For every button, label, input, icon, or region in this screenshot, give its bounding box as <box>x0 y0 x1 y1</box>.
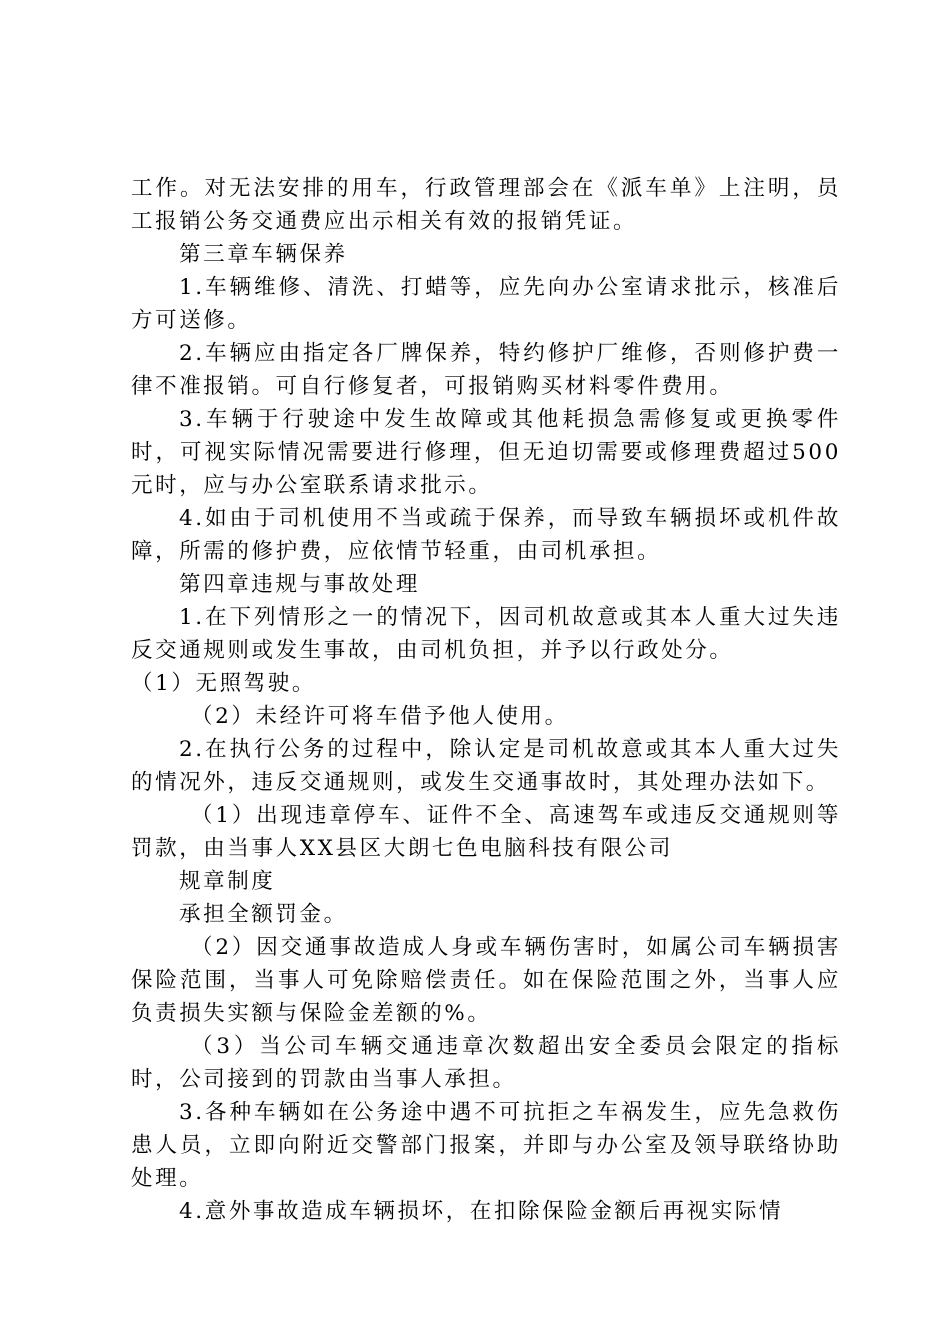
paragraph-item: 2.车辆应由指定各厂牌保养，特约修护厂维修，否则修护费一律不准报销。可自行修复者，可报销购买材料零件费用。 <box>131 341 841 399</box>
paragraph-item: 1.车辆维修、清洗、打蜡等，应先向办公室请求批示，核准后方可送修。 <box>131 275 841 333</box>
paragraph-item: 2.在执行公务的过程中，除认定是司机故意或其本人重大过失的情况外，违反交通规则，或发生交通事故时，其处理办法如下。 <box>131 737 841 795</box>
paragraph-item: 1.在下列情形之一的情况下，因司机故意或其本人重大过失违反交通规则或发生事故，由司机负担，并予以行政处分。 <box>131 605 841 663</box>
chapter-heading-3: 第三章车辆保养 <box>179 242 348 267</box>
sub-item: （1）出现违章停车、证件不全、高速驾车或违反交通规则等罚款，由当事人XX县区大朗七色电脑科技有限公司 <box>131 803 841 861</box>
paragraph-item: 4.如由于司机使用不当或疏于保养，而导致车辆损坏或机件故障，所需的修护费，应依情节轻重，由司机承担。 <box>131 506 841 564</box>
paragraph-continuation: 工作。对无法安排的用车，行政管理部会在《派车单》上注明，员工报销公务交通费应出示相关有效的报销凭证。 <box>131 176 841 234</box>
sub-item: （2）未经许可将车借予他人使用。 <box>191 704 569 729</box>
paragraph-item: 3.车辆于行驶途中发生故障或其他耗损急需修复或更换零件时，可视实际情况需要进行修理，但无迫切需要或修理费超过500元时，应与办公室联系请求批示。 <box>131 407 841 498</box>
sub-item: （2）因交通事故造成人身或车辆伤害时，如属公司车辆损害保险范围，当事人可免除赔偿责任。如在保险范围之外，当事人应负责损失实额与保险金差额的%。 <box>131 935 841 1026</box>
sub-item: （3）当公司车辆交通违章次数超出安全委员会限定的指标时，公司接到的罚款由当事人承担。 <box>131 1034 841 1092</box>
sub-item: （1）无照驾驶。 <box>131 671 316 696</box>
paragraph-item: 3.各种车辆如在公务途中遇不可抗拒之车祸发生，应先急救伤患人员，立即向附近交警部门报案，并即与办公室及领导联络协助处理。 <box>131 1100 841 1191</box>
chapter-heading-4: 第四章违规与事故处理 <box>179 572 421 597</box>
paragraph-fragment: 承担全额罚金。 <box>179 902 348 927</box>
paragraph-item: 4.意外事故造成车辆损坏，在扣除保险金额后再视实际情 <box>179 1199 784 1224</box>
inline-heading: 规章制度 <box>179 869 276 894</box>
document-body <box>131 172 841 1228</box>
